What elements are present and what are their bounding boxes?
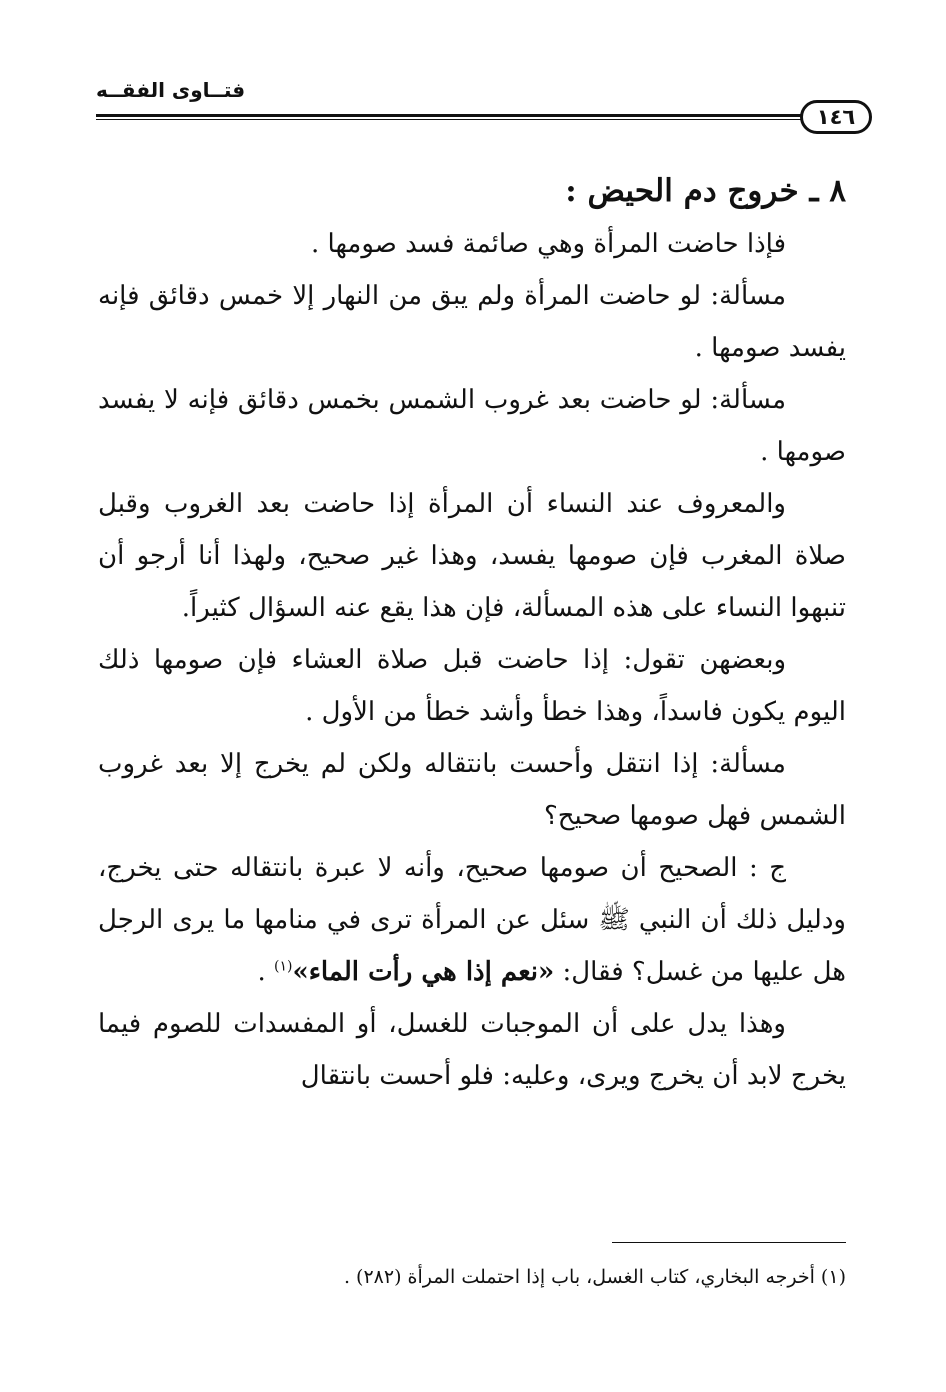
paragraph: مسألة: لو حاضت المرأة ولم يبق من النهار إلا خمس دقائق فإنه يفسد صومها .	[98, 281, 846, 363]
running-header-title: فتــاوى الفقــه	[96, 78, 246, 102]
paragraph: وبعضهن تقول: إذا حاضت قبل صلاة العشاء فإن صومها ذلك اليوم يكون فاسداً، وهذا خطأ وأشد خطأ من الأول .	[98, 645, 846, 727]
paragraph: مسألة: إذا انتقل وأحست بانتقاله ولكن لم يخرج إلا بعد غروب الشمس فهل صومها صحيح؟	[98, 749, 846, 831]
paragraph: فإذا حاضت المرأة وهي صائمة فسد صومها .	[311, 229, 786, 259]
hadith-quote: «نعم إذا هي رأت الماء»	[292, 957, 555, 987]
header-rule	[96, 114, 802, 120]
paragraph: والمعروف عند النساء أن المرأة إذا حاضت بعد الغروب وقبل صلاة المغرب فإن صومها يفسد، وهذا غير صحيح، ولهذا أنا أرجو أن تنبهوا النساء على هذه المسألة، فإن هذا يقع عنه السؤال كثيراً.	[98, 489, 846, 623]
page-body	[98, 164, 846, 1102]
footnote-rule	[612, 1242, 846, 1243]
footnote-marker[interactable]: (١)	[273, 958, 293, 975]
footnote: (١) أخرجه البخاري، كتاب الغسل، باب إذا احتملت المرأة (٢٨٢) .	[343, 1266, 846, 1288]
paragraph: مسألة: لو حاضت بعد غروب الشمس بخمس دقائق فإنه لا يفسد صومها .	[98, 385, 846, 467]
paragraph: وهذا يدل على أن الموجبات للغسل، أو المفسدات للصوم فيما يخرج لابد أن يخرج ويرى، وعليه: فلو أحست بانتقال	[98, 1009, 846, 1091]
answer-paragraph	[98, 842, 846, 998]
answer-text: ج : الصحيح أن صومها صحيح، وأنه لا عبرة بانتقاله حتى يخرج، ودليل ذلك أن النبي ﷺ سئل عن المرأة ترى في منامها ما يرى الرجل هل عليها من غسل؟ فقال:	[98, 853, 846, 987]
answer-end: .	[257, 957, 274, 987]
section-heading: ٨ ـ خروج دم الحيض :	[565, 173, 846, 209]
page-number: ١٤٦	[800, 100, 872, 134]
